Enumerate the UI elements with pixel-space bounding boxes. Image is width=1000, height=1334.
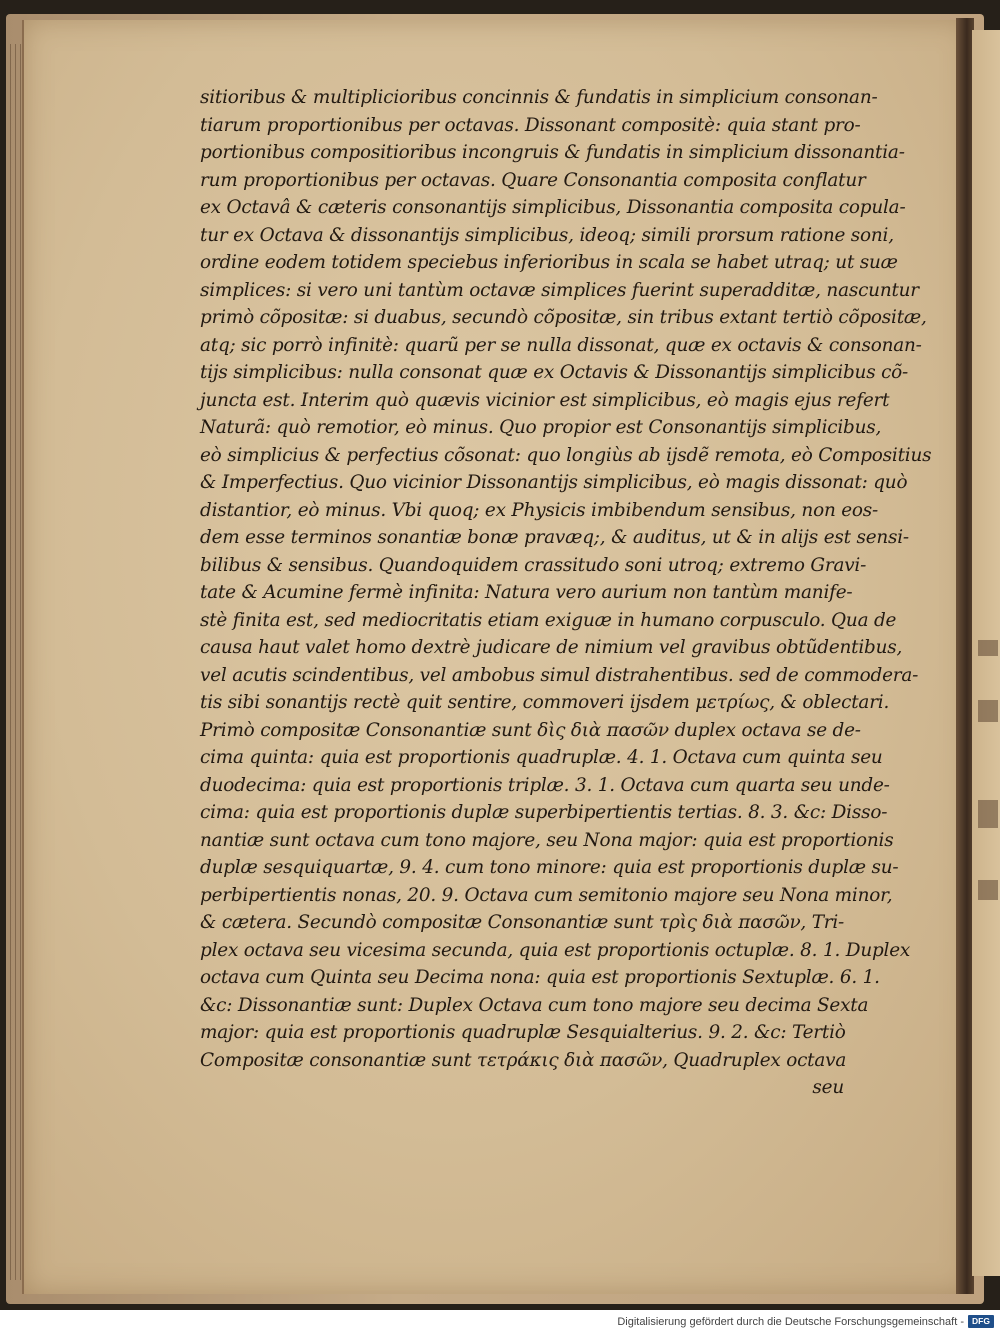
text-line: major: quia est proportionis quadruplæ Sesquialterius. 9. 2. &c: Tertiò bbox=[200, 1022, 846, 1043]
text-line: ordine eodem totidem speciebus inferioribus in scala se habet utraq; ut suæ bbox=[200, 252, 898, 273]
body-text bbox=[200, 84, 932, 1102]
digitization-footer bbox=[0, 1310, 1000, 1334]
text-line: ex Octavâ & cæteris consonantijs simplicibus, Dissonantia composita copula- bbox=[200, 197, 906, 218]
text-line: octava cum Quinta seu Decima nona: quia est proportionis Sextuplæ. 6. 1. bbox=[200, 967, 880, 988]
text-line: bilibus & sensibus. Quandoquidem crassitudo soni utroq; extremo Gravi- bbox=[200, 554, 867, 576]
text-line: atq; sic porrò infinitè: quarũ per se nulla dissonat, quæ ex octavis & consonan- bbox=[200, 334, 922, 356]
bleed-through-mark bbox=[978, 880, 998, 900]
text-line: Naturã: quò remotior, eò minus. Quo propior est Consonantijs simplicibus, bbox=[200, 417, 882, 438]
text-line: causa haut valet homo dextrè judicare de nimium vel gravibus obtũdentibus, bbox=[200, 637, 903, 658]
bleed-through-mark bbox=[978, 800, 998, 828]
text-line: nantiæ sunt octava cum tono majore, seu Nona major: quia est proportionis bbox=[200, 829, 894, 851]
text-line: tur ex Octava & dissonantijs simplicibus, ideoq; simili prorsum ratione soni, bbox=[200, 224, 894, 246]
text-line: perbipertientis nonas, 20. 9. Octava cum semitonio majore seu Nona minor, bbox=[200, 884, 893, 906]
text-line: tiarum proportionibus per octavas. Dissonant compositè: quia stant pro- bbox=[200, 114, 861, 136]
text-line: dem esse terminos sonantiæ bonæ pravæq;, & auditus, ut & in alijs est sensi- bbox=[200, 527, 909, 548]
funding-credit-text: Digitalisierung gefördert durch die Deutsche Forschungsgemeinschaft - bbox=[617, 1316, 964, 1328]
text-line: simplices: si vero uni tantùm octavæ simplices fuerint superadditæ, nascuntur bbox=[200, 279, 919, 301]
dfg-logo: DFG bbox=[968, 1315, 994, 1328]
text-line: vel acutis scindentibus, vel ambobus simul distrahentibus. sed de commodera- bbox=[200, 664, 919, 686]
text-line: & Imperfectius. Quo vicinior Dissonantijs simplicibus, eò magis dissonat: quò bbox=[200, 472, 908, 493]
text-line: primò cõpositæ: si duabus, secundò cõpositæ, sin tribus extant tertiò cõpositæ, bbox=[200, 307, 927, 328]
bleed-through-mark bbox=[978, 700, 998, 722]
page-edge-line bbox=[20, 44, 21, 1280]
text-line: tate & Acumine fermè infinita: Natura vero aurium non tantùm manife- bbox=[200, 582, 853, 603]
catchword: seu bbox=[812, 1077, 844, 1098]
text-line: duodecima: quia est proportionis triplæ. 3. 1. Octava cum quarta seu unde- bbox=[200, 774, 890, 796]
text-line: sitioribus & multiplicioribus concinnis & fundatis in simplicium consonan- bbox=[200, 87, 878, 108]
text-line: tis sibi sonantijs rectè quit sentire, commoveri ijsdem μετρίως, & oblectari. bbox=[200, 692, 890, 713]
text-line: juncta est. Interim quò quævis vicinior est simplicibus, eò magis ejus refert bbox=[200, 389, 890, 411]
text-line: plex octava seu vicesima secunda, quia est proportionis octuplæ. 8. 1. Duplex bbox=[200, 939, 911, 961]
text-line: Primò compositæ Consonantiæ sunt δὶς διὰ πασῶν duplex octava se de- bbox=[200, 719, 861, 741]
text-line: rum proportionibus per octavas. Quare Consonantia composita conflatur bbox=[200, 169, 866, 191]
text-line: stè finita est, sed mediocritatis etiam exiguæ in humano corpusculo. Qua de bbox=[200, 609, 897, 631]
bleed-through-mark bbox=[978, 640, 998, 656]
text-line: tijs simplicibus: nulla consonat quæ ex Octavis & Dissonantijs simplicibus cõ- bbox=[200, 362, 909, 383]
text-line: duplæ sesquiquartæ, 9. 4. cum tono minore: quia est proportionis duplæ su- bbox=[200, 857, 899, 878]
text-line: & cætera. Secundò compositæ Consonantiæ sunt τρὶς διὰ πασῶν, Tri- bbox=[200, 912, 845, 933]
page-edge-line bbox=[10, 44, 11, 1280]
text-line: &c: Dissonantiæ sunt: Duplex Octava cum tono majore seu decima Sexta bbox=[200, 994, 869, 1016]
page-edge-line bbox=[15, 44, 16, 1280]
text-line: portionibus compositioribus incongruis & fundatis in simplicium dissonantia- bbox=[200, 142, 905, 163]
text-line: eò simplicius & perfectius cõsonat: quo longiùs ab ijsdẽ remota, eò Compositius bbox=[200, 444, 932, 466]
text-line: cima quinta: quia est proportionis quadruplæ. 4. 1. Octava cum quinta seu bbox=[200, 747, 883, 768]
text-line: cima: quia est proportionis duplæ superbipertientis tertias. 8. 3. &c: Disso- bbox=[200, 802, 888, 823]
text-line: distantior, eò minus. Vbi quoq; ex Physicis imbibendum sensibus, non eos- bbox=[200, 499, 879, 521]
text-line: Compositæ consonantiæ sunt τετράκις διὰ πασῶν, Quadruplex octava bbox=[200, 1049, 847, 1071]
